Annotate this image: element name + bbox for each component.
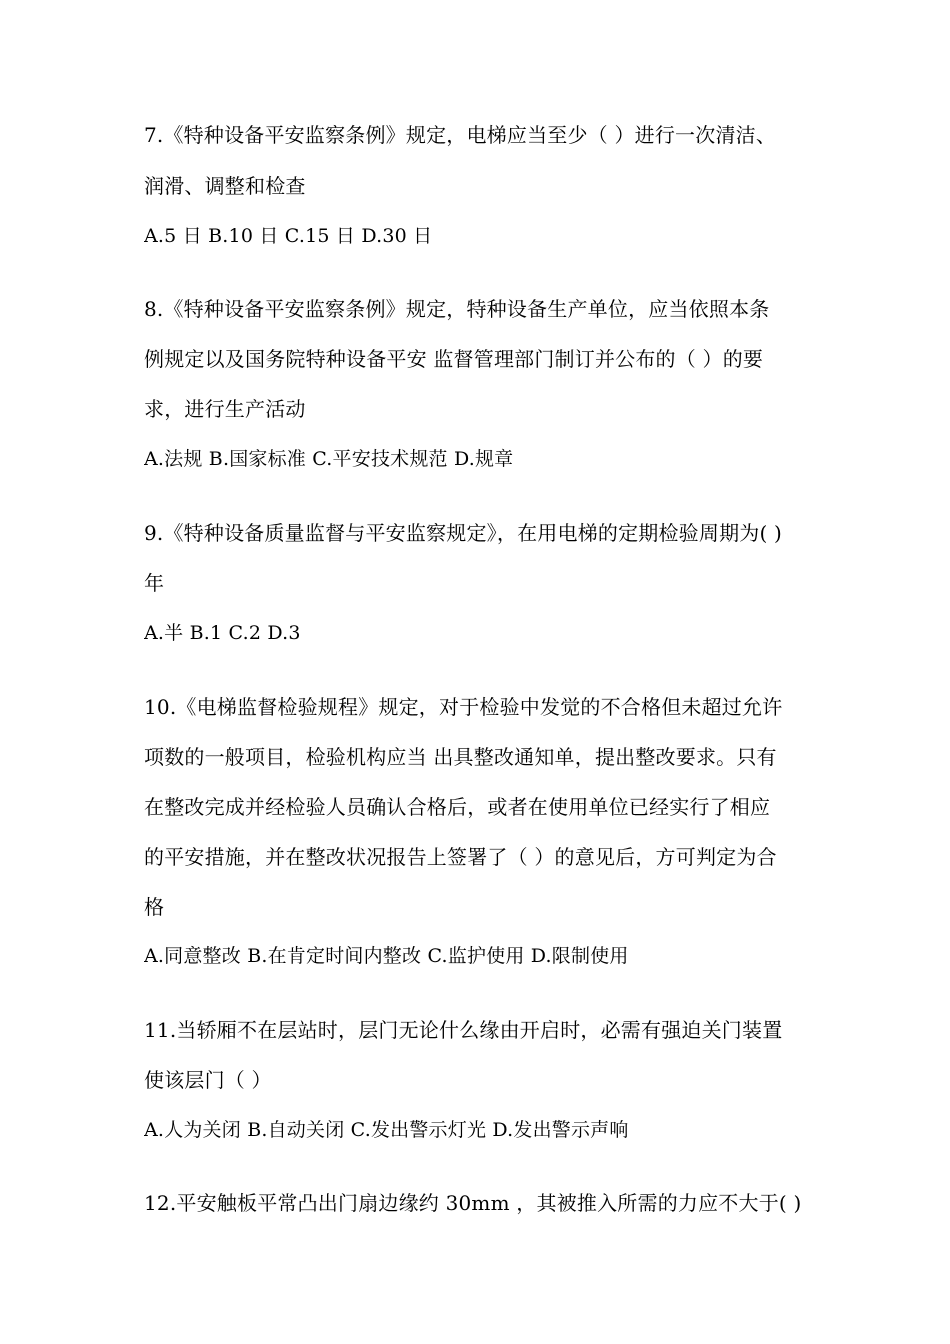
question-8-line-2: 例规定以及国务院特种设备平安 监督管理部门制订并公布的（ ）的要 <box>144 347 764 371</box>
question-10-line-2: 项数的一般项目，检验机构应当 出具整改通知单，提出整改要求。只有 <box>144 745 777 769</box>
question-8-line-3: 求，进行生产活动 <box>144 397 306 421</box>
question-10-line-5: 格 <box>144 895 165 919</box>
question-9-line-1: 9.《特种设备质量监督与平安监察规定》，在用电梯的定期检验周期为( ) <box>144 521 783 545</box>
question-11-line-2: 使该层门（ ） <box>144 1068 272 1092</box>
question-9-options: A.半 B.1 C.2 D.3 <box>144 622 301 644</box>
question-10-line-4: 的平安措施，并在整改状况报告上签署了（ ）的意见后，方可判定为合 <box>144 845 777 869</box>
question-8-options: A.法规 B.国家标准 C.平安技术规范 D.规章 <box>144 448 514 470</box>
question-11-line-1: 11.当轿厢不在层站时，层门无论什么缘由开启时，必需有强迫关门装置 <box>144 1018 783 1042</box>
question-8-line-1: 8.《特种设备平安监察条例》规定，特种设备生产单位，应当依照本条 <box>144 297 770 321</box>
question-11-options: A.人为关闭 B.自动关闭 C.发出警示灯光 D.发出警示声响 <box>144 1119 629 1141</box>
question-9-line-2: 年 <box>144 571 165 595</box>
question-10-line-3: 在整改完成并经检验人员确认合格后，或者在使用单位已经实行了相应 <box>144 795 771 819</box>
question-10-line-1: 10.《电梯监督检验规程》规定，对于检验中发觉的不合格但未超过允许 <box>144 695 783 719</box>
question-10-options: A.同意整改 B.在肯定时间内整改 C.监护使用 D.限制使用 <box>144 945 629 967</box>
question-7-options: A.5 日 B.10 日 C.15 日 D.30 日 <box>144 225 433 247</box>
question-12-line-1: 12.平安触板平常凸出门扇边缘约 30mm ，其被推入所需的力应不大于( ) <box>144 1191 802 1215</box>
question-7-line-2: 润滑、调整和检查 <box>144 174 306 198</box>
question-7-line-1: 7.《特种设备平安监察条例》规定，电梯应当至少（ ）进行一次清洁、 <box>144 123 777 147</box>
